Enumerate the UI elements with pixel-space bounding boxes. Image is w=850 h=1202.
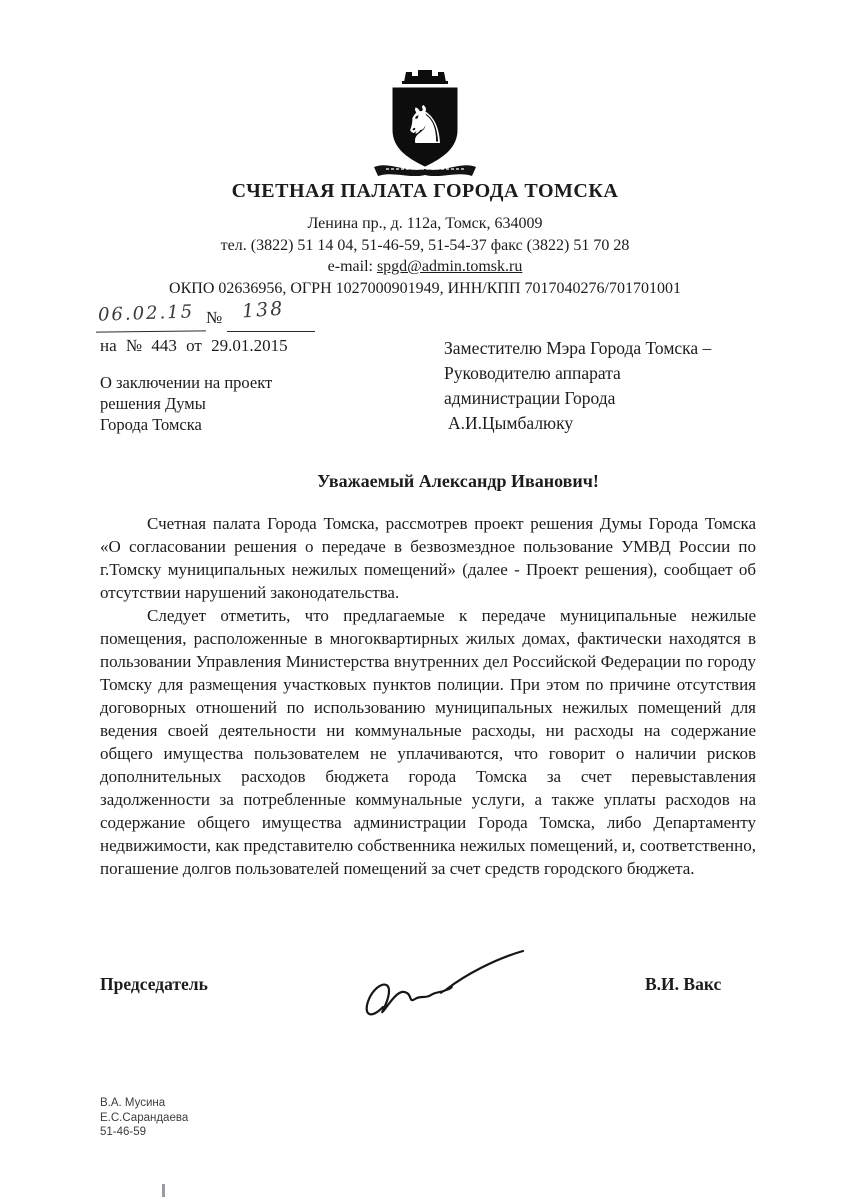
subject-line: О заключении на проект [100, 373, 273, 392]
address-line: Ленина пр., д. 112а, Томск, 634009 [307, 215, 543, 232]
executor-name: В.А. Мусина [100, 1097, 166, 1109]
signer-position: Председатель [100, 974, 208, 994]
email-link[interactable]: spgd@admin.tomsk.ru [376, 258, 523, 275]
org-name: СЧЕТНАЯ ПАЛАТА ГОРОДА ТОМСКА [231, 180, 619, 202]
recipient-line: Руководителю аппарата [444, 363, 621, 383]
subject-block [100, 372, 272, 435]
email-label: e-mail: [327, 258, 377, 275]
recipient-line: Заместителю Мэра Города Томска – [444, 338, 712, 358]
signature-icon [355, 943, 530, 1028]
registration-line: ОКПО 02636956, ОГРН 1027000901949, ИНН/КПП 7017040276/701701001 [169, 279, 681, 297]
number-sign: № [206, 308, 223, 327]
handwritten-outgoing-number: 138 [241, 297, 285, 323]
crown-icon [402, 70, 448, 84]
recipient-block [444, 336, 711, 436]
subject-line: решения Думы [100, 394, 206, 413]
number-underline [227, 331, 315, 332]
executor-block [100, 1096, 188, 1140]
phone-line: тел. (3822) 51 14 04, 51-46-59, 51-54-37 факс (3822) 51 70 28 [220, 236, 630, 254]
salutation: Уважаемый Александр Иванович! [317, 471, 599, 491]
recipient-name: А.И.Цымбалюку [448, 413, 574, 433]
scan-artifact [162, 1184, 165, 1197]
body-paragraph: Следует отметить, что предлагаемые к передаче муниципальные нежилые помещения, расположенные в многоквартирных жилых домах, фактически находятся в пользовании Управления Министерства внутренних дел Российской Федерации по городу Томску для размещения участковых пунктов полиции. При этом по причине отсутствия договорных отношений по использованию муниципальных нежилых помещений для ведения своей деятельности ни коммунальные расходы, ни расходы на содержание общего имущества пользователем не уплачиваются, что говорит о наличии рисков дополнительных расходов бюджета города Томска за счет перевыставления задолженности за потребленные коммунальные услуги, а также уплаты расходов на содержание общего имущества администрации Города Томска, либо Департаменту недвижимости, как представителю собственника нежилых помещений, и, соответственно, погашение долгов пользователей помещений за счет средств городского бюджета. [100, 606, 756, 878]
subject-line: Города Томска [100, 415, 202, 434]
executor-phone: 51-46-59 [100, 1126, 147, 1138]
tomsk-coat-of-arms-icon [360, 66, 490, 176]
date-underline [96, 330, 206, 332]
executor-name: Е.С.Сарандаева [100, 1111, 189, 1124]
recipient-line: администрации Города [444, 388, 616, 408]
signer-name: В.И. Вакс [645, 974, 722, 994]
body-paragraph: Счетная палата Города Томска, рассмотрев проект решения Думы Города Томска «О согласовании решения о передаче в безвозмездное пользование УМВД России по г.Томску муниципальных нежилых помещений» (далее - Проект решения), сообщает об отсутствии нарушений законодательства. [100, 514, 756, 602]
ribbon-icon [374, 165, 476, 176]
incoming-reference-line: на № 443 от 29.01.2015 [100, 336, 288, 355]
email-line [0, 256, 850, 278]
letterhead-contacts [0, 213, 850, 299]
letter-body [100, 512, 756, 880]
horse-icon: ♞ [401, 96, 449, 156]
handwritten-outgoing-date: 06.02.15 [97, 301, 195, 326]
